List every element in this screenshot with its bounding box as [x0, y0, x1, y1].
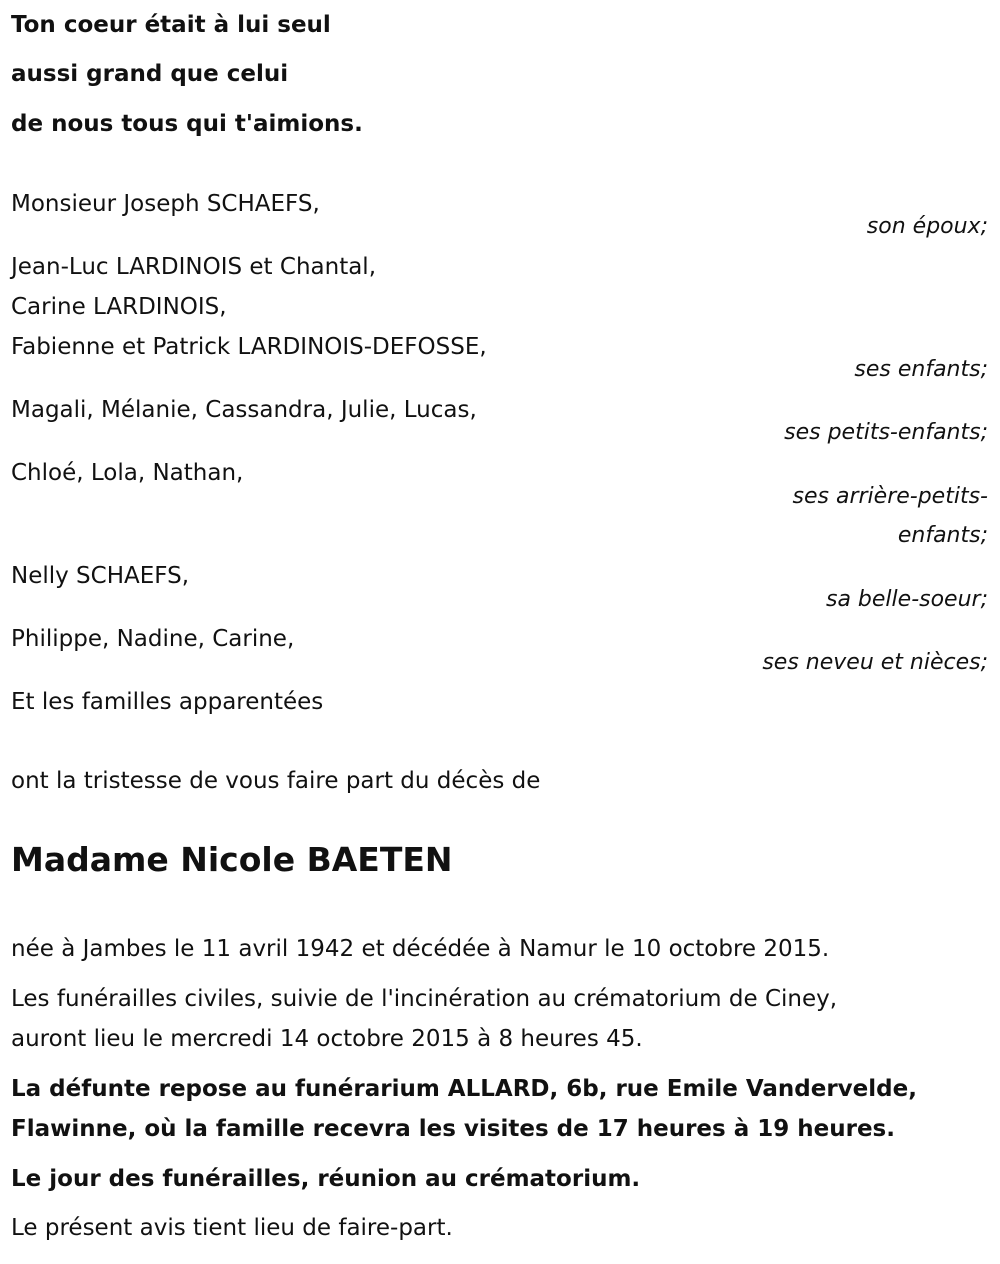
family-relation: ses neveu et nièces; — [762, 650, 988, 675]
repose-line: La défunte repose au funérarium ALLARD, 6b, rue Emile Vandervelde, — [11, 1076, 917, 1102]
family-relation: ses enfants; — [854, 357, 988, 382]
family-name: Jean-Luc LARDINOIS et Chantal, — [11, 254, 377, 280]
family-name: Chloé, Lola, Nathan, — [11, 460, 244, 486]
family-relation: ses arrière-petits- — [792, 484, 988, 509]
family-relation: son époux; — [866, 214, 988, 239]
notice-line: Le présent avis tient lieu de faire-part. — [11, 1215, 453, 1241]
families-line: Et les familles apparentées — [11, 689, 324, 715]
family-name: Carine LARDINOIS, — [11, 294, 227, 320]
family-relation: sa belle-soeur; — [826, 587, 988, 612]
poem-line: Ton coeur était à lui seul — [11, 12, 331, 38]
funeral-line: Les funérailles civiles, suivie de l'incinération au crématorium de Ciney, — [11, 986, 838, 1012]
family-name: Fabienne et Patrick LARDINOIS-DEFOSSE, — [11, 334, 487, 360]
repose-line: Flawinne, où la famille recevra les visites de 17 heures à 19 heures. — [11, 1116, 895, 1142]
poem-line: de nous tous qui t'aimions. — [11, 111, 363, 137]
family-relation: ses petits-enfants; — [784, 420, 988, 445]
announce-text: ont la tristesse de vous faire part du décès de — [11, 768, 541, 794]
family-name: Philippe, Nadine, Carine, — [11, 626, 295, 652]
funeral-line: auront lieu le mercredi 14 octobre 2015 à 8 heures 45. — [11, 1026, 643, 1052]
family-relation: enfants; — [897, 523, 988, 548]
family-name: Monsieur Joseph SCHAEFS, — [11, 191, 320, 217]
family-name: Magali, Mélanie, Cassandra, Julie, Lucas, — [11, 397, 477, 423]
meeting-line: Le jour des funérailles, réunion au crématorium. — [11, 1166, 641, 1192]
family-name: Nelly SCHAEFS, — [11, 563, 190, 589]
birth-death: née à Jambes le 11 avril 1942 et décédée à Namur le 10 octobre 2015. — [11, 936, 830, 962]
poem-line: aussi grand que celui — [11, 61, 289, 87]
deceased-name: Madame Nicole BAETEN — [11, 840, 453, 879]
